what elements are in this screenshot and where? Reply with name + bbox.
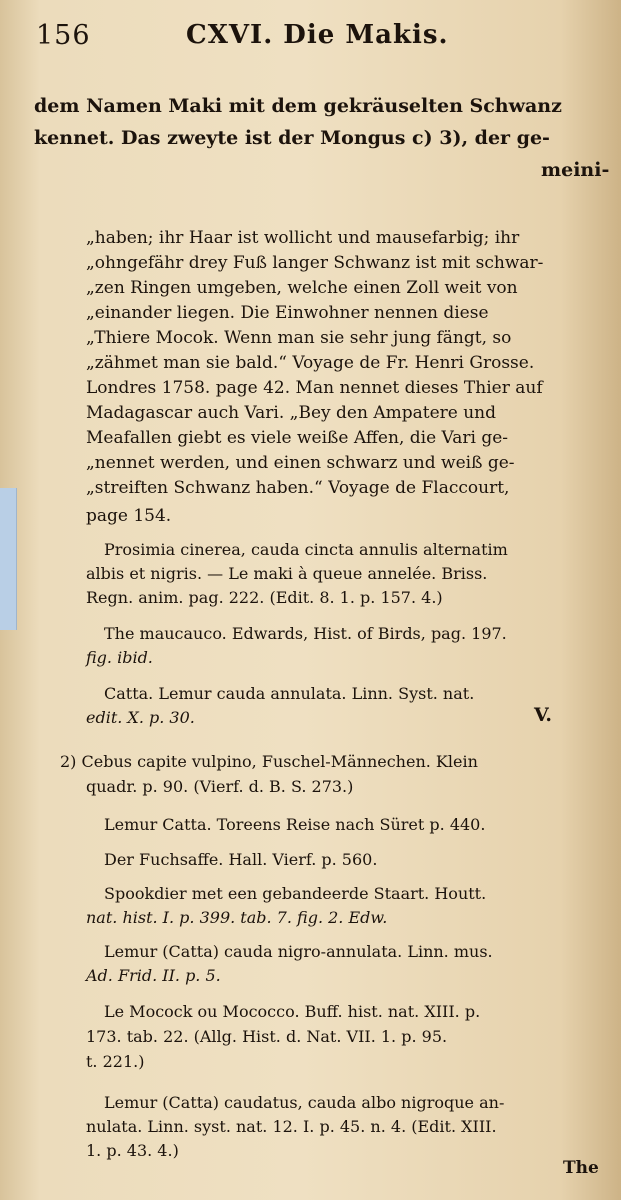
note-line: fig. ibid. [86, 648, 153, 667]
quote-line: Madagascar auch Vari. „Bey den Ampatere und [86, 403, 497, 423]
note-line: 2) Cebus capite vulpino, Fuschel-Männechen. Klein [60, 752, 478, 771]
quote-line: „Thiere Mocok. Wenn man sie sehr jung fängt, so [86, 328, 512, 348]
note-line: Der Fuchsaffe. Hall. Vierf. p. 560. [104, 850, 378, 869]
note-line: Spookdier met een gebandeerde Staart. Houtt. [104, 884, 487, 903]
note-line: Regn. anim. pag. 222. (Edit. 8. 1. p. 157. 4.) [86, 588, 443, 607]
main-text-line: dem Namen Maki mit dem gekräuselten Schwanz [34, 95, 562, 117]
quote-line: „ohngefähr drey Fuß langer Schwanz ist mit schwar- [86, 253, 544, 273]
note-line: Lemur (Catta) caudatus, cauda albo nigroque an- [104, 1093, 505, 1112]
quote-line: „streiften Schwanz haben.“ Voyage de Flaccourt, [86, 478, 510, 498]
note-line: quadr. p. 90. (Vierf. d. B. S. 273.) [86, 777, 354, 796]
running-title: CXVI. Die Makis. [186, 20, 449, 50]
note-line: t. 221.) [86, 1052, 145, 1071]
quote-line: page 154. [86, 506, 172, 526]
note-line: nat. hist. I. p. 399. tab. 7. fig. 2. Edw. [86, 908, 388, 927]
quote-line: „einander liegen. Die Einwohner nennen diese [86, 303, 489, 323]
catchword: The [563, 1158, 599, 1178]
note-line: Prosimia cinerea, cauda cincta annulis alternatim [104, 540, 508, 559]
note-line: Ad. Frid. II. p. 5. [86, 966, 221, 985]
main-text-line: meini- [541, 159, 610, 181]
quote-line: Londres 1758. page 42. Man nennet dieses Thier auf [86, 378, 543, 398]
note-line: Lemur Catta. Toreens Reise nach Süret p. 440. [104, 815, 486, 834]
note-line: 173. tab. 22. (Allg. Hist. d. Nat. VII. 1. p. 95. [86, 1027, 448, 1046]
note-line: Le Mocock ou Mococco. Buff. hist. nat. XIII. p. [104, 1002, 481, 1021]
quote-line: „zen Ringen umgeben, welche einen Zoll weit von [86, 278, 518, 298]
note-line: nulata. Linn. syst. nat. 12. I. p. 45. n. 4. (Edit. XIII. [86, 1117, 497, 1136]
main-text-line: kennet. Das zweyte ist der Mongus c) 3), der ge- [34, 127, 550, 149]
note-line: 1. p. 43. 4.) [86, 1141, 179, 1160]
page-number: 156 [36, 20, 91, 51]
section-marker: V. [534, 704, 553, 726]
page-header [0, 18, 621, 58]
quote-line: Meafallen giebt es viele weiße Affen, die Vari ge- [86, 428, 509, 448]
note-line: edit. X. p. 30. [86, 708, 195, 727]
quote-line: „haben; ihr Haar ist wollicht und mausefarbig; ihr [86, 228, 520, 248]
quote-line: „zähmet man sie bald.“ Voyage de Fr. Henri Grosse. [86, 353, 535, 373]
quote-line: „nennet werden, und einen schwarz und weiß ge- [86, 453, 515, 473]
blue-tab-strip [0, 488, 17, 630]
note-line: The maucauco. Edwards, Hist. of Birds, pag. 197. [104, 624, 507, 643]
note-line: albis et nigris. — Le maki à queue annelée. Briss. [86, 564, 488, 583]
note-line: Lemur (Catta) cauda nigro-annulata. Linn. mus. [104, 942, 493, 961]
note-line: Catta. Lemur cauda annulata. Linn. Syst. nat. [104, 684, 475, 703]
